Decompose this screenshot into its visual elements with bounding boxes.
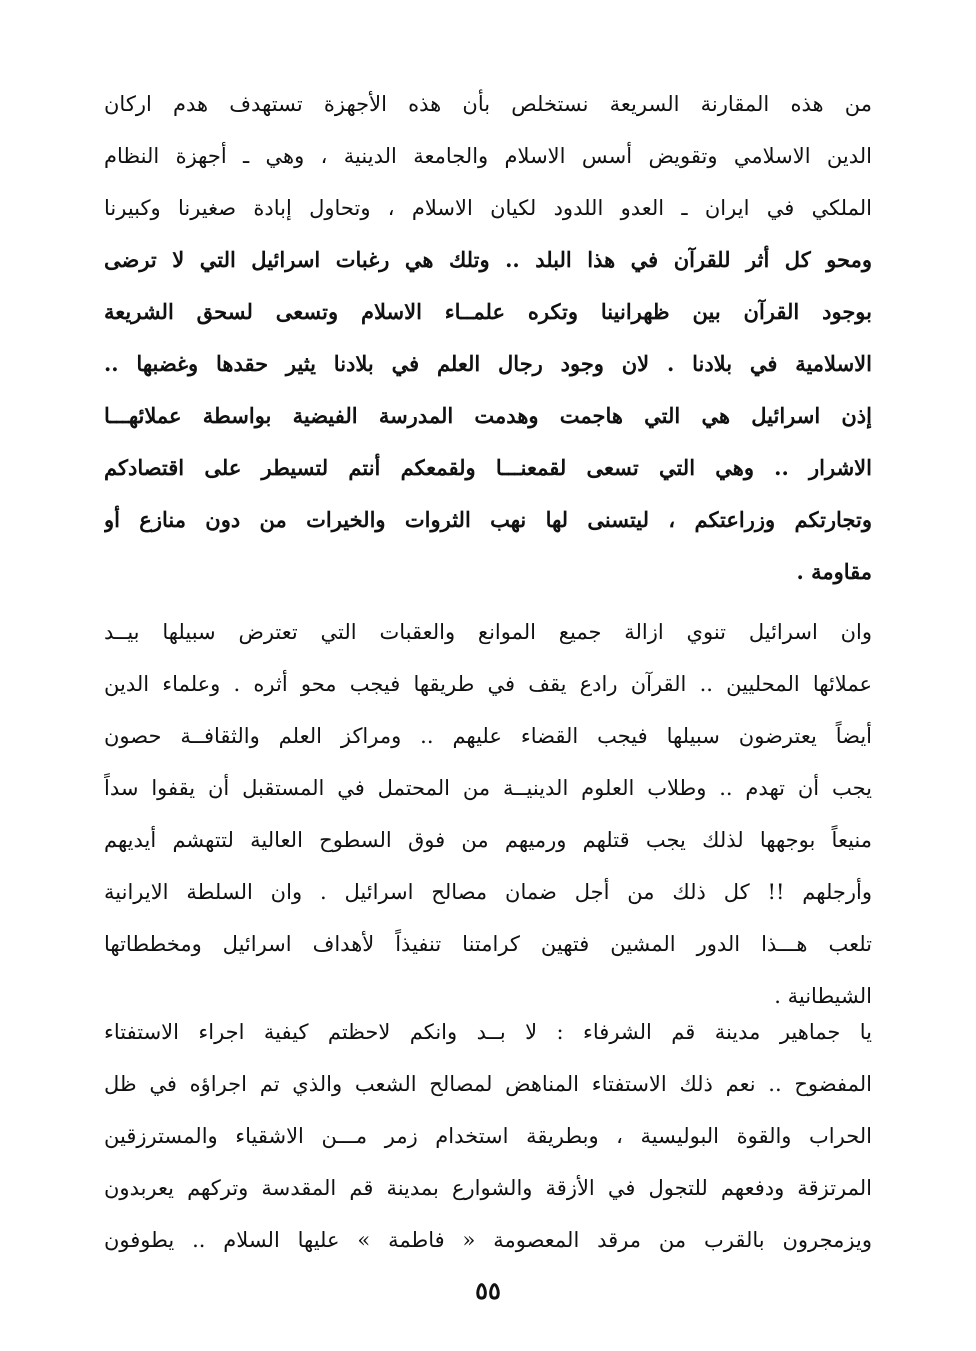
text-line: الشيطانية . bbox=[774, 984, 872, 1008]
paragraph-3 bbox=[104, 1006, 872, 1266]
paragraph-2 bbox=[104, 606, 872, 1022]
text-line: من هذه المقارنة السريعة نستخلص بأن هذه الأجهزة تستهدف هدم اركان bbox=[104, 92, 872, 116]
text-line: ويزمجرون بالقرب من مرقد المعصومة « فاطمة » عليها السلام .. يطوفون bbox=[104, 1228, 872, 1252]
text-line: وأرجلهم !! كل ذلك من أجل ضمان مصالح اسرائيل . وان السلطة الايرانية bbox=[104, 880, 872, 904]
text-line: منيعاً بوجهها لذلك يجب قتلهم ورميهم من فوق السطوح العالية لتتهشم أيديهم bbox=[104, 828, 872, 852]
paragraph-1 bbox=[104, 78, 872, 598]
text-line: بوجود القرآن بين ظهرانينا وتكره علمــاء الاسلام وتسعى لسحق الشريعة bbox=[104, 299, 872, 324]
text-line: المرتزقة ودفعهم للتجول في الأزقة والشوارع بمدينة قم المقدسة وتركهم يعربدون bbox=[104, 1176, 872, 1200]
text-line: يجب أن تهدم .. وطلاب العلوم الدينيــة من المحتمل في المستقبل أن يقفوا سداً bbox=[104, 776, 872, 800]
text-line: عملائها المحليين .. القرآن رادع يقف في طريقها فيجب محو أثره . وعلماء الدين bbox=[104, 672, 872, 696]
text-line: المفضوح .. نعم ذلك الاستفتاء المناهض لمصالح الشعب والذي تم اجراؤه في ظل bbox=[104, 1072, 872, 1096]
text-line: الاسلامية في بلادنا . لان وجود رجال العلم في بلادنا يثير حقدها وغضبها .. bbox=[104, 351, 872, 376]
text-line: يا جماهير مدينة قم الشرفاء : لا بــد وانكم لاحظتم كيفية اجراء الاستفتاء bbox=[104, 1020, 872, 1044]
text-line: الدين الاسلامي وتقويض أسس الاسلام والجامعة الدينية ، وهي ـ أجهزة النظام bbox=[104, 144, 872, 168]
text-line: أيضاً يعترضون سبيلها فيجب القضاء عليهم .. ومراكز العلم والثقافــة حصون bbox=[104, 724, 872, 748]
text-line: وان اسرائيل تنوي ازالة جميع الموانع والعقبات التي تعترض سبيلها بيــد bbox=[104, 620, 872, 644]
text-line: ومحو كل أثر للقرآن في هذا البلد .. وتلك هي رغبات اسرائيل التي لا ترضى bbox=[104, 247, 872, 272]
text-line: مقاومة . bbox=[796, 559, 872, 584]
text-line: تلعب هـــذا الدور المشين فتهين كرامتنا تنفيذاً لأهداف اسرائيل ومخططاتها bbox=[104, 932, 872, 956]
text-line: إذن اسرائيل هي التي هاجمت وهدمت المدرسة الفيضية بواسطة عملائهـــا bbox=[104, 403, 872, 428]
text-line: وتجارتكم وزراعتكم ، ليتسنى لها نهب الثروات والخيرات من دون منازع أو bbox=[104, 507, 872, 532]
page-number: ٥٥ bbox=[475, 1276, 501, 1305]
text-line: الحراب والقوة البوليسية ، وبطريقة استخدام زمر مـــن الاشقياء والمسترزقين bbox=[104, 1124, 872, 1148]
text-line: الملكي في ايران ـ العدو اللدود لكيان الاسلام ، وتحاول إبادة صغيرنا وكبيرنا bbox=[104, 196, 872, 220]
text-line: الاشرار .. وهي التي تسعى لقمعنـــا ولقمعكم أنتم لتسيطر على اقتصادكم bbox=[104, 455, 872, 480]
